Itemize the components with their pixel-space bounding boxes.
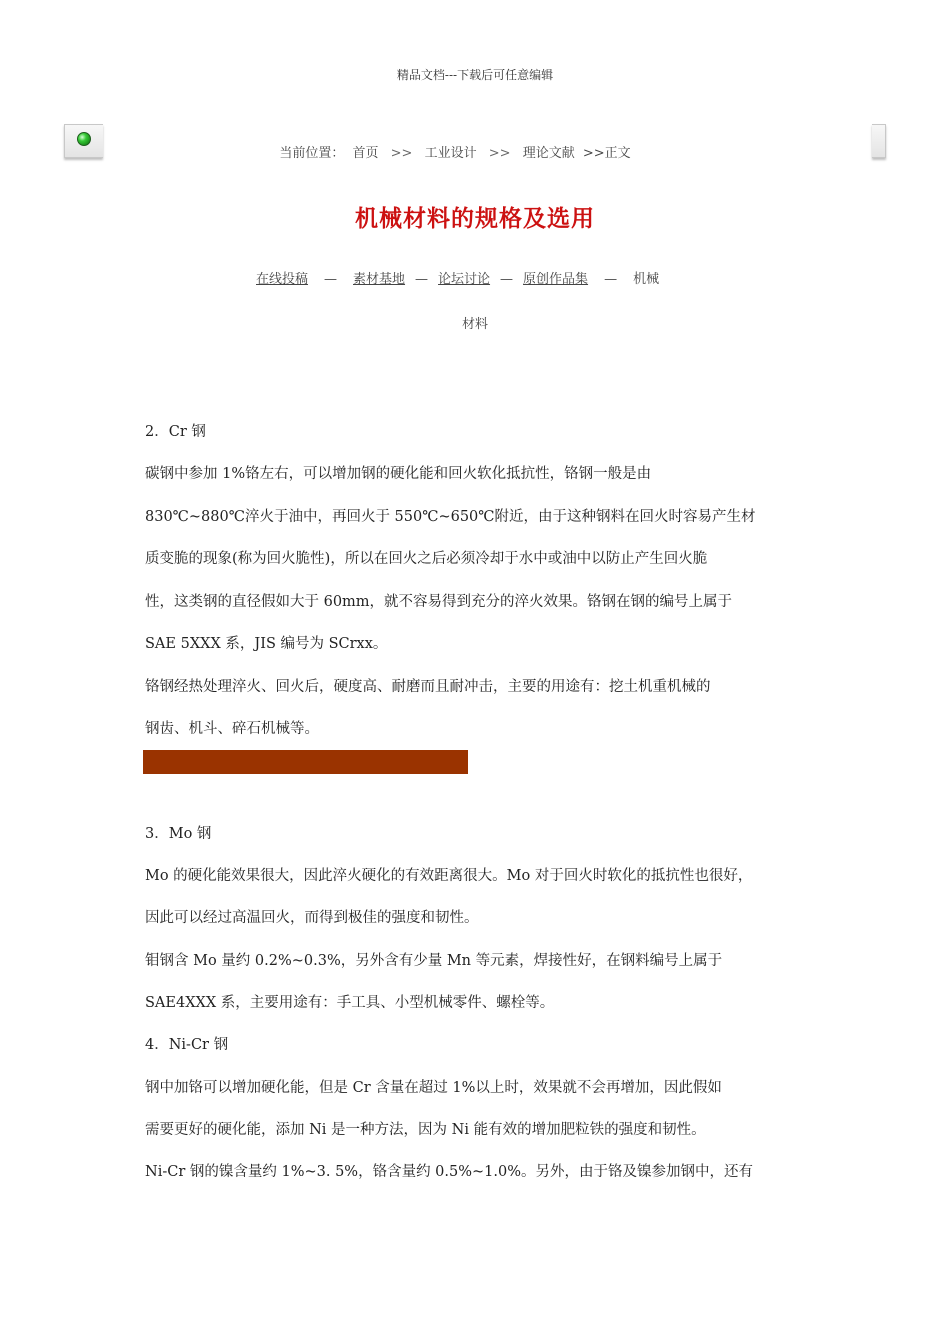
paragraph-line: SAE 5XXX 系，JIS 编号为 SCrxx。 [145,636,388,652]
section-heading-mo: 3．Mo 钢 [145,826,212,842]
nav-dash: — [415,272,429,287]
paragraph-line: 830℃~880℃淬火于油中，再回火于 550℃~650℃附近，由于这种钢料在回火时容易产生材 [145,509,756,525]
paragraph-line: 钢齿、机斗、碎石机械等。 [145,721,319,737]
nav-link-materials[interactable]: 素材基地 [353,272,406,287]
nav-links [256,268,659,287]
breadcrumb-separator: >> [488,146,511,161]
nav-tail-continued: 材料 [461,317,488,332]
paragraph-line: Mo 的硬化能效果很大，因此淬火硬化的有效距离很大。Mo 对于回火时软化的抵抗性也很好， [145,868,753,884]
nav-dash: — [500,272,514,287]
paragraph-line: 钼钢含 Mo 量约 0.2%~0.3%，另外含有少量 Mn 等元素，焊接性好，在钢料编号上属于 [145,953,723,969]
nav-dash: — [604,272,618,287]
nav-tail: 机械 [633,272,660,287]
paragraph-line: 钢中加铬可以增加硬化能，但是 Cr 含量在超过 1%以上时，效果就不会再增加，因此假如 [145,1080,722,1096]
paragraph-line: 因此可以经过高温回火，而得到极佳的强度和韧性。 [145,910,479,926]
paragraph-line: 需要更好的硬化能，添加 Ni 是一种方法，因为 Ni 能有效的增加肥粒铁的强度和韧性。 [145,1122,706,1138]
nav-link-originals[interactable]: 原创作品集 [523,272,589,287]
nav-link-submit[interactable]: 在线投稿 [256,272,309,287]
page-title: 机械材料的规格及选用 [355,205,595,232]
paragraph-line: 铬钢经热处理淬火、回火后，硬度高、耐磨而且耐冲击，主要的用途有：挖土机重机械的 [145,679,711,695]
breadcrumb-label: 当前位置： [279,146,345,161]
section-heading-nicr: 4．Ni-Cr 钢 [145,1037,229,1053]
breadcrumb [0,142,910,161]
breadcrumb-industrial-design[interactable]: 工业设计 [424,146,477,161]
paragraph-line: SAE4XXX 系，主要用途有：手工具、小型机械零件、螺栓等。 [145,995,555,1011]
divider-bar [143,750,468,774]
breadcrumb-home[interactable]: 首页 [352,146,379,161]
paragraph-line: 性，这类钢的直径假如大于 60mm，就不容易得到充分的淬火效果。铬钢在钢的编号上属于 [145,594,733,610]
section-heading-cr: 2．Cr 钢 [145,424,206,440]
paragraph-line: 质变脆的现象(称为回火脆性)，所以在回火之后必须冷却于水中或油中以防止产生回火脆 [145,551,708,567]
breadcrumb-theory[interactable]: 理论文献 [522,146,575,161]
paragraph-line: 碳钢中参加 1%铬左右，可以增加钢的硬化能和回火软化抵抗性，铬钢一般是由 [145,466,652,482]
paragraph-line: Ni-Cr 钢的镍含量约 1%~3. 5%，铬含量约 0.5%~1.0%。另外，由于铬及镍参加钢中，还有 [145,1164,753,1180]
header-note: 精品文档---下载后可任意编辑 [396,68,554,82]
breadcrumb-current: >>正文 [582,146,631,161]
nav-link-forum[interactable]: 论坛讨论 [438,272,491,287]
breadcrumb-separator: >> [390,146,413,161]
nav-dash: — [324,272,338,287]
